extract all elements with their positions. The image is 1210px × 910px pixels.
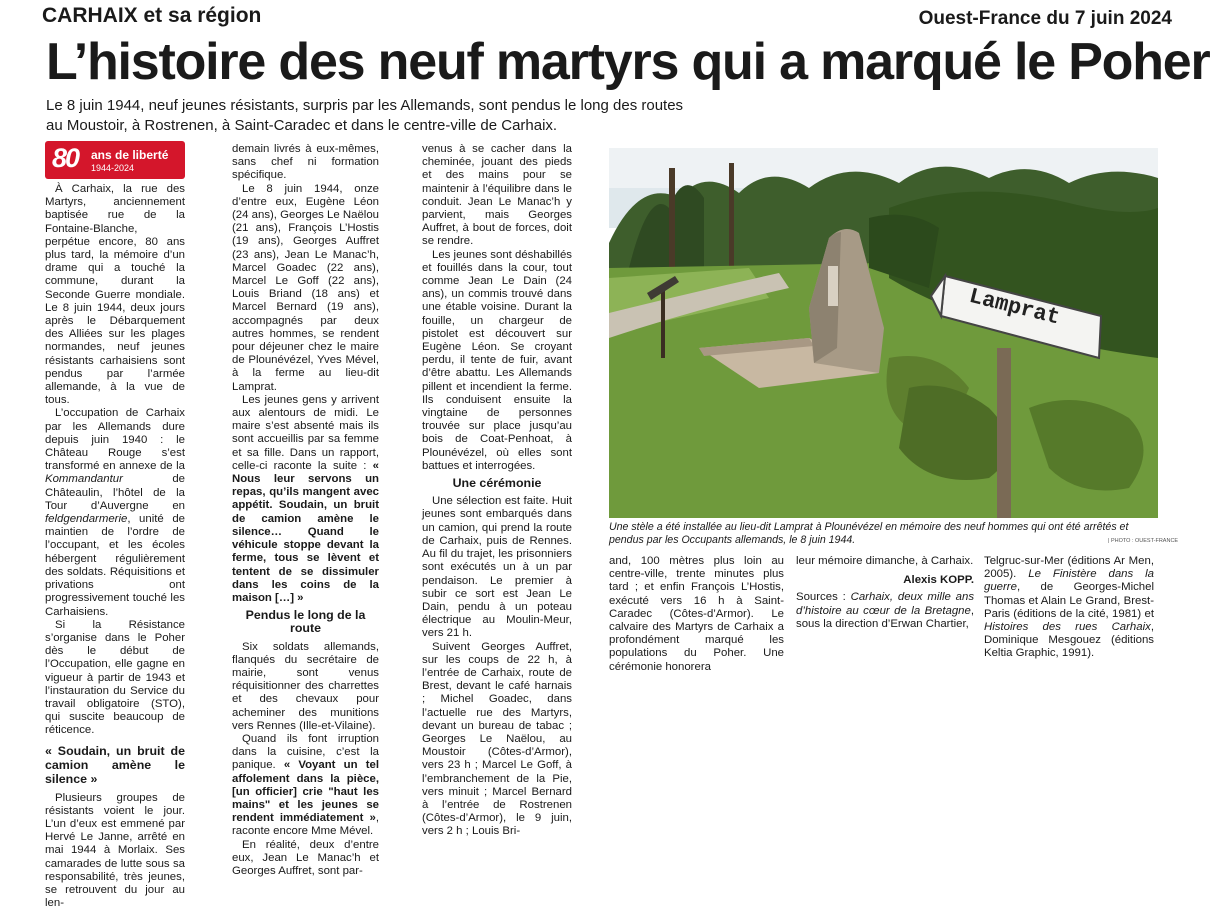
section-title: CARHAIX et sa région <box>42 4 262 27</box>
text-run: , sous la direction d’Erwan Chartier, <box>796 604 974 630</box>
quote-text: « Voyant un tel affolement dans la pièce, [un officier] crie "haut les mains" et les jeunes se rendent immédiatement » <box>232 759 379 825</box>
paragraph: Si la Résistance s’organise dans le Poher dès le début de l’Occupation, elle gagne en vigueur à partir de 1943 et l’instauration du Service du travail obligatoire (STO), qui suscite beaucoup de réticence. <box>45 618 185 737</box>
text-run: Kommandantur <box>45 473 123 486</box>
article-column-1 <box>45 183 185 910</box>
paragraph: Suivent Georges Auffret, sur les coups de 22 h, à l’entrée de Carhaix, route de Brest, devant le café harnais ; Michel Goadec, dans l’actuelle rue des Martyrs, devant un bureau de tabac ; Georges Le Naëlou, au Moustoir (Côtes-d’Armor), vers 23 h ; Marcel Le Goff, à l’embranchement de la Pie, vers minuit ; Marcel Bernard à l’entrée de Rostrenen (Côtes-d’Armor), le 9 juin, vers 2 h ; Louis Bri- <box>422 640 572 838</box>
text-run: Quand ils font irruption dans la cuisine, c’est la panique. <box>232 732 379 772</box>
text-run: , unité de maintien de l’ordre de l’occupant, et les écoles hébergent régulièrement des soldats. Réquisitions et privations ont progressivement touché les Carhaisiens. <box>45 513 185 618</box>
photo-credit: | PHOTO : OUEST-FRANCE <box>1108 538 1179 544</box>
text-run: Sources : <box>796 591 851 604</box>
standfirst-line-2: au Moustoir, à Rostrenen, à Saint-Caradec et dans le centre-ville de Carhaix. <box>46 117 558 134</box>
paragraph: Le 8 juin 1944, onze d’entre eux, Eugène Léon (24 ans), Georges Le Naëlou (21 ans), François L’Hostis (19 ans), Georges Auffret (23 ans), Jean Le Manac’h, Marcel Goadec (22 ans), Marcel Le Goff (22 ans), Louis Briand (18 ans) et Marcel Bernard (19 ans), accompagnés par deux autres hommes, se rendent pour déjeuner chez le maire de Plounévézel, Yves Mével, à la ferme au lieu-dit Lamprat. <box>232 182 379 393</box>
article-column-6 <box>984 555 1154 660</box>
text-run: , Dominique Mesgouez (éditions Keltia Graphic, 1991). <box>984 621 1154 660</box>
subheading: Une cérémonie <box>452 476 542 491</box>
paragraph: venus à se cacher dans la cheminée, jouant des pieds et des mains pour se maintenir à l’équilibre dans le conduit. Jean Le Manac’h y parvient, mais Georges Auffret, à bout de forces, doit se rendre. <box>422 143 572 248</box>
headline: L’histoire des neuf martyrs qui a marqué le Poher <box>46 33 1210 91</box>
paragraph: Six soldats allemands, flanqués du secrétaire de mairie, sont venus réquisitionner des charrettes et des chevaux pour acheminer des munitions vers Rennes (Ille-et-Vilaine). <box>232 640 379 732</box>
text-run: L’occupation de Carhaix par les Allemands dure depuis juin 1940 : le Château Rouge s’est transformé en annexe de la <box>45 407 185 473</box>
paragraph: À Carhaix, la rue des Martyrs, anciennement baptisée rue de la Fontaine-Blanche, perpétue encore, 80 ans plus tard, la mémoire d’un drame qui a touché la commune, durant la Seconde Guerre mondiale. Le 8 juin 1944, deux jours après le Débarquement des Alliées sur les plages normandes, neuf jeunes résistants carhaisiens sont pendus par l’armée allemande, à la vue de tous. <box>45 183 185 407</box>
article-column-2 <box>232 143 379 877</box>
photo-caption: Une stèle a été installée au lieu-dit Lamprat à Plounévézel en mémoire des neuf hommes qui ont été arrêtés et pendus par les Occupants allemands, le 8 juin 1944. <box>609 521 1129 546</box>
paragraph: and, 100 mètres plus loin au centre-ville, trente minutes plus tard ; et enfin François L’Hostis, exécuté vers 16 h à Saint-Caradec (Côtes-d’Armor). Le calvaire des Martyrs de Carhaix a profondément marqué les populations du Poher. Une cérémonie honorera <box>609 555 784 673</box>
text-run: , de Georges-Michel Thomas et Alain Le Grand, Brest-Paris (éditions de la cité, 1981) et <box>984 581 1154 620</box>
subheading: Pendus le long de la route <box>245 608 366 636</box>
book-title: Carhaix, deux mille ans d’histoire au cœur de la Bretagne <box>796 591 975 617</box>
memorial-photo <box>609 148 1158 518</box>
text-run: Les jeunes gens y arrivent aux alentours de midi. Le maire s’est absenté mais ils sont accueillis par sa femme et sa fille. Dans un rapport, celle-ci raconte la suite : <box>232 393 379 472</box>
paragraph: Une sélection est faite. Huit jeunes sont embarqués dans un camion, qui prend la route de Carhaix, puis de Rennes. Au fil du trajet, les prisonniers sont exécutés un à un par pendaison. Le premier à subir ce sort est Jean Le Dain, pendu à un poteau électrique au Moulin-Meur, vers 21 h. <box>422 495 572 640</box>
article-column-5 <box>796 555 974 651</box>
article-photo <box>609 148 1158 518</box>
text-run: de Châteaulin, l’hôtel de la Tour d’Auvergne en <box>45 473 185 512</box>
newspaper-source: Ouest-France du 7 juin 2024 <box>918 8 1172 29</box>
anniversary-banner <box>45 141 185 179</box>
author: Alexis KOPP. <box>903 574 974 587</box>
sign-label: Lamprat <box>966 283 1063 331</box>
text-run: Telgruc-sur-Mer (éditions Ar Men, 2005). <box>984 555 1154 581</box>
banner-number: 80 <box>52 143 79 173</box>
banner-years: 1944-2024 <box>91 163 135 173</box>
book-title: Histoires des rues Carhaix <box>984 621 1151 634</box>
pull-quote: « Soudain, un bruit de camion amène le silence » <box>45 743 185 786</box>
paragraph <box>45 407 185 618</box>
paragraph: demain livrés à eux-mêmes, sans chef ni formation spécifique. <box>232 143 379 182</box>
article-column-3 <box>422 143 572 838</box>
quote-text: « Nous leur servons un repas, qu’ils mangent avec appétit. Soudain, un bruit de camion amène le silence… Quand le véhicule stoppe devant la ferme, tous se lèvent et tentent de se dissimuler dans les coins de la maison […] » <box>232 459 379 604</box>
paragraph <box>232 733 379 839</box>
paragraph: En réalité, deux d’entre eux, Jean Le Manac’h et Georges Auffret, sont par- <box>232 838 379 877</box>
standfirst <box>46 96 746 136</box>
standfirst-line-1: Le 8 juin 1944, neuf jeunes résistants, surpris par les Allemands, sont pendus le long des routes <box>46 97 684 114</box>
banner-label: ans de liberté <box>91 148 169 162</box>
text-run: feldgendarmerie <box>45 513 128 526</box>
paragraph <box>984 555 1154 661</box>
text-run: , raconte encore Mme Mével. <box>232 812 379 838</box>
article-column-4 <box>609 555 784 673</box>
book-title: Le Finistère dans la guerre <box>984 568 1154 594</box>
paragraph: leur mémoire dimanche, à Carhaix. <box>796 555 974 567</box>
paragraph: Plusieurs groupes de résistants voient le jour. L’un d’eux est emmené par Hervé Le Janne, arrêté en mai 1944 à Morlaix. Ses camarades de lutte sous sa responsabilité, très jeunes, se retrouvent du jour au len- <box>45 791 185 910</box>
paragraph <box>796 591 974 631</box>
paragraph <box>232 394 379 605</box>
paragraph: Les jeunes sont déshabillés et fouillés dans la cour, tout comme Jean Le Dain (24 ans), un commis trouvé dans une étable voisine. Durant la fouille, un chargeur de pistolet est découvert sur Eugène Léon. Se croyant perdu, il tente de fuir, avant d’être abattu. Les Allemands pillent et incendient la ferme. Ils conduisent ensuite la vingtaine de personnes trouvée sur place jusqu’au bois de Coat-Penhoat, à Plounévézel, où elles sont battues et interrogées. <box>422 248 572 472</box>
